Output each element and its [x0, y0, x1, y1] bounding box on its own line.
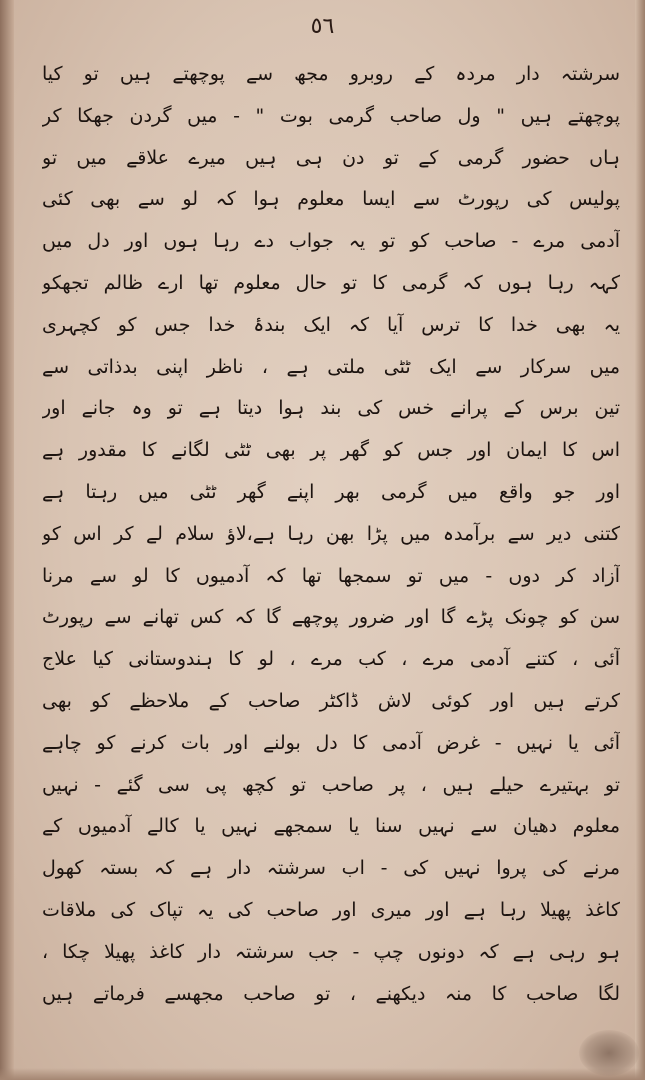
text-line: لگا صاحب کا منہ دیکھنے ، تو صاحب مجھسے فرماتے ہیں [42, 982, 620, 1005]
text-line: معلوم دھیان سے نہیں سنا یا سمجھے نہیں یا کالے آدمیوں کے [42, 815, 620, 838]
text-line: سرشتہ دار مردہ کے روبرو مجھ سے پوچھتے ہیں تو کیا [42, 63, 620, 85]
page-edge-left [0, 0, 14, 1080]
text-line: پولیس کی رپورٹ سے ایسا معلوم ہوا کہ لو سے بھی کئی [42, 188, 620, 211]
text-line: تین برس کے پرانے خس کی بند ہوا دیتا ہے تو وہ جانے اور [42, 397, 620, 420]
text-line: کہہ رہا ہوں کہ گرمی کا تو حال معلوم تھا ارے ظالم تجھکو [42, 271, 620, 294]
body-text [42, 54, 620, 1015]
text-line: کاغذ پھیلا رہا ہے اور میری اور صاحب کی یہ تپاک کی ملاقات [42, 898, 620, 921]
page-edge-right [635, 0, 645, 1080]
text-line: ہو رہی ہے کہ دونوں چپ - جب سرشتہ دار کاغذ پھیلا چکا ، [42, 940, 620, 963]
text-line: میں سرکار سے ایک ٹٹی ملتی ہے ، ناظر اپنی بدذاتی سے [42, 355, 620, 378]
page-number: ٥٦ [310, 14, 335, 39]
text-line: اس کا ایمان اور جس کو گھر پر بھی ٹٹی لگانے کا مقدور ہے [42, 439, 620, 462]
text-line: کتنی دیر سے برآمدہ میں پڑا بھن رہا ہے،لاؤ سلام لے کر اس کو [42, 522, 620, 545]
text-line: تو بہتیرے حیلے ہیں ، پر صاحب تو کچھ پی سی گئے - نہیں [42, 773, 620, 796]
text-line: ہاں حضور گرمی کے تو دن ہی ہیں میرے علاقے میں تو [42, 146, 620, 169]
page-edge-bottom [0, 1068, 645, 1080]
text-line: آئی ، کتنے آدمی مرے ، کب مرے ، لو کا ہندوستانی کیا علاج [42, 648, 620, 671]
text-line: پوچھتے ہیں " ول صاحب گرمی بوت " - میں گردن جھکا کر [42, 104, 620, 127]
text-line: یہ بھی خدا کا ترس آیا کہ ایک بندۂ خدا جس کو کچہری [42, 313, 620, 336]
text-line: سن کو چونک پڑے گا اور ضرور پوچھے گا کہ کس تھانے سے رپورٹ [42, 606, 620, 629]
text-line: کرتے ہیں اور کوئی لاش ڈاکٹر صاحب کے ملاحظے کو بھی [42, 689, 620, 712]
text-line: مرنے کی پروا نہیں کی - اب سرشتہ دار ہے کہ بستہ کھول [42, 857, 620, 880]
text-line: آئی یا نہیں - غرض آدمی کا دل بولنے اور بات کرنے کو چاہے [42, 731, 620, 754]
text-line: اور جو واقع میں گرمی بھر اپنے گھر ٹٹی میں رہتا ہے [42, 480, 620, 503]
text-line: آزاد کر دوں - میں تو سمجھا تھا کہ آدمیوں کا لو سے مرنا [42, 564, 620, 587]
text-line: آدمی مرے - صاحب کو تو یہ جواب دے رہا ہوں اور دل میں [42, 230, 620, 253]
paper-stain [579, 1030, 639, 1076]
